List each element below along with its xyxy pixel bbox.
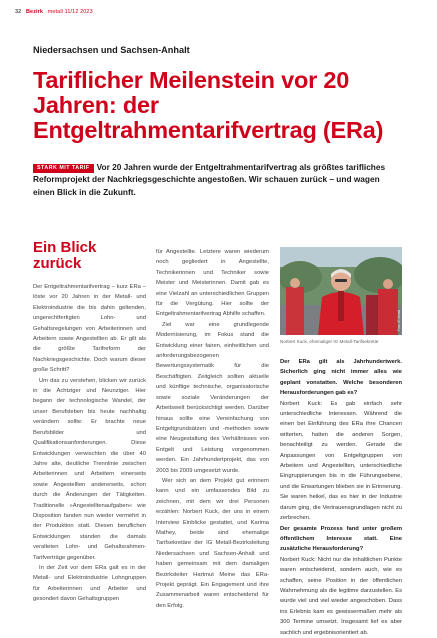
category-tag: STARK MIT TARIF xyxy=(33,164,94,173)
paragraph: Ziel war eine grundlegende Modernisierung, im Fokus stand die Entwicklung einer fairen, einheitlichen und anforderungsbezogenen Bewertungssystematik für die Beschäftigten. Zeitgleich sollten aktuelle und künftige technische, organisatorische sowie soziale Veränderungen der Arbeitswelt berücksichtigt werden. Darüber hinaus sollte eine Vereinfachung von Entgeltgrundsätzen und -methoden sowie eine Neugestaltung des Verhältnisses von Entgelt und Leistung vorgenommen werden. Ein Jahrhundertprojekt, das von 2003 bis 2009 umgesetzt wurde. xyxy=(156,321,269,474)
section-label: Bezirk xyxy=(25,9,44,15)
interview-answer: Norbert Kuck: Nicht nur die inhaltlichen Punkte waren entscheidend, sondern auch, wie es schaffen, seine Position in der öffentlichen Wahrnehmung als die legitime darzustellen. Es wurde viel und viel wieder angeschoben. Dass ins Erlebnis kam es gewissermaßen mehr als 300 Termine umsetzt. Insgesamt lief es aber sachlich und ergebnisorientiert ab. xyxy=(280,556,402,636)
region-kicker: Niedersachsen und Sachsen-Anhalt xyxy=(33,45,190,55)
photo-illustration xyxy=(280,247,402,335)
photo-credit: Foto: IG Metall xyxy=(397,310,401,331)
issue-label: metall 11/12 2023 xyxy=(47,9,93,15)
paragraph: Um das zu verstehen, blicken wir zurück in die Achtziger und Neunziger. Hier begann der technologische Wandel, der unser Berufsleben bis heute nachhaltig verändern sollte: Er brachte neue Berufsbilder und Qualifikationsanforderungen. Diese Entwicklungen verwischten die über 40 Jahre alte, deutliche Trennlinie zwischen Arbeiterinnen und Arbeitern einerseits sowie Angestellten andererseits, schon durch die Änderungen der Tätigkeiten. Traditionelle »Angestelltenaufgaben« wie Disposition fanden nun wieder vermehrt in der Produktion statt. Diesen beruflichen Entwicklungen standen die damals veralteten Lohn- und Gehaltsrahmen-Tarifverträge gegenüber. xyxy=(33,377,146,561)
body-column-2 xyxy=(156,247,269,611)
interview-question: Der ERa gilt als Jahrhundertwerk. Sicherlich ging nicht immer alles wie geplant vonstatten. Welche besonderen Herausforderungen gab es? xyxy=(280,359,402,397)
section-heading: Ein Blick zurück xyxy=(33,239,97,272)
lead-text: Vor 20 Jahren wurde der Entgeltrahmentarifvertrag als größtes tarifliches Reformprojekt der Nachkriegsgeschichte angestoßen. Wir schauen zurück – und wagen einen Blick in die Zukunft. xyxy=(33,162,386,197)
photo-caption: Norbert Kuck, ehemaliger IG Metall-Tarifsekretär xyxy=(280,339,379,344)
paragraph: Der Entgeltrahmentarifvertrag – kurz ERa – löste vor 20 Jahren in der Metall- und Elektroindustrie die bis dahin geltenden, ungerechtfertigten Lohn- und Gehaltsregelungen von Arbeiterinnen und Arbeitern sowie Angestellten ab. Er gilt als die größte Tarifreform der Nachkriegsgeschichte. Doch warum dieser große Schritt? xyxy=(33,284,146,374)
interview-question: Der gesamte Prozess fand unter großem öffentlichem Interesse statt. Eine zusätzliche Herausforderung? xyxy=(280,525,402,553)
interview-answer: Norbert Kuck: Es gab einfach sehr unterschiedliche Interessen. Während die einen bei Einführung des ERa ihre Chancen witterten, hatten die anderen Sorgen, benachteiligt zu werden. Gerade die Anpassungen von Entgeltgruppen von Arbeitern und Angestellten, unterschiedliche Eingruppierungen bis in die Führungsebene, und die Erwartungen blieben sie in Erinnerung. Sie waren heikel, das es hier in der Industrie darum ging, die Vertrauensgrundlagen nicht zu zerbrechen. xyxy=(280,400,402,522)
headline: Tariflicher Meilenstein vor 20 Jahren: der Entgeltrahmentarifvertrag (ERa) xyxy=(33,67,384,143)
portrait-photo xyxy=(280,247,402,335)
paragraph: Wer sich an dem Projekt gut erinnern kann und ein umfassendes Bild zu zeichnen, mit dem wir drei Personen erzählen: Norbert Kuck, der uns in einem Interview Einblicke gestattet, und Karima Mathey, beide sind ehemalige Tarifsekretäre der IG Metall-Bezirksleitung Niedersachsen und Sachsen-Anhalt und haben gemeinsam mit dem damaligen Bezirksleiter Hartmut Meine das ERa-Projekt geprägt. Ein Engagement und ihre Zusammenarbeit waren entscheidend für den Erfolg. xyxy=(156,477,269,609)
body-column-1 xyxy=(33,282,146,605)
paragraph: In der Zeit vor dem ERa galt es in der Metall- und Elektroindustrie Lohngruppen für Arbeiterinnen und Arbeiter und gesondert davon Gehaltsgruppen xyxy=(33,564,146,603)
page-number: 32 xyxy=(15,9,22,15)
running-head xyxy=(15,9,93,15)
lead-paragraph xyxy=(33,161,403,198)
paragraph: für Angestellte. Letztere waren wiederum noch gegliedert in Angestellte, Technikerinnen und Techniker sowie Meister und Meisterinnen. Damit gab es eine Vielzahl an unterschiedlichen Gruppen für die Vergütung. Hier sollte der Entgeltrahmentarifvertrag Abhilfe schaffen. xyxy=(156,249,269,318)
interview-column xyxy=(280,357,402,638)
